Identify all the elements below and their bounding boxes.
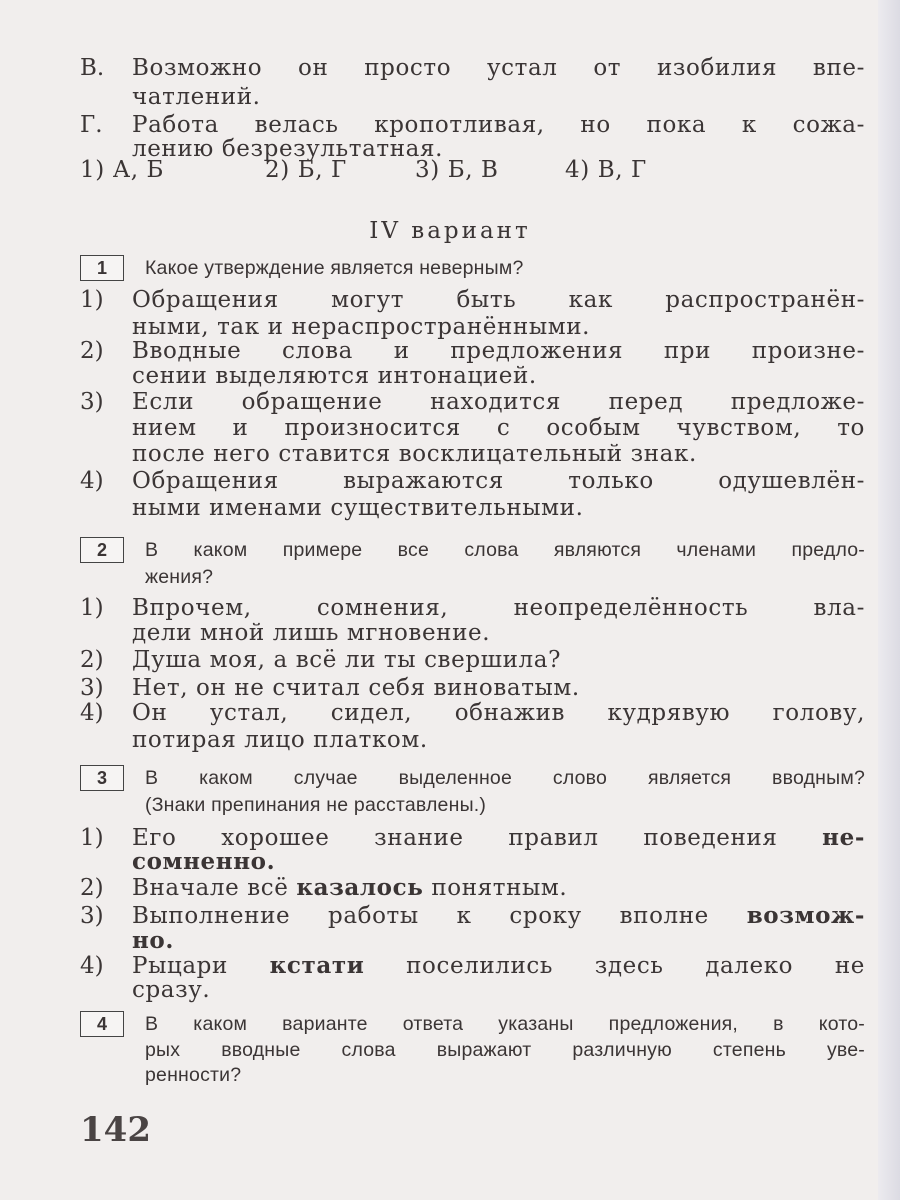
option-text-line [132, 902, 865, 930]
option-text-line: нием и произносится с особым чувством, то [132, 415, 865, 441]
option-text-line: Вводные слова и предложения при произне- [132, 338, 865, 364]
text-segment: поселились здесь далеко не [364, 953, 865, 979]
option-label: 3) [80, 675, 104, 701]
highlighted-word: кстати [269, 952, 365, 979]
option-text-line: потирая лицо платком. [132, 727, 428, 753]
option-text-line: сении выделяются интонацией. [132, 363, 537, 389]
option-text-line: лению безрезультатная. [132, 136, 443, 162]
option-label: 3) [80, 903, 104, 929]
answer-choice: 3) Б, В [415, 157, 499, 183]
highlighted-word: казалось [296, 874, 424, 901]
option-text-line [132, 976, 865, 1004]
option-label: 2) [80, 647, 104, 673]
text-segment: Выполнение работы к сроку вполне [132, 903, 747, 929]
task-number-box: 1 [80, 255, 124, 281]
option-text-line: ными именами существительными. [132, 495, 584, 521]
option-label: 4) [80, 700, 104, 726]
answer-choice: 1) А, Б [80, 157, 165, 183]
option-label: 2) [80, 338, 104, 364]
option-label: 1) [80, 825, 104, 851]
task-number-box: 2 [80, 537, 124, 563]
task-question-line: Какое утверждение является неверным? [145, 257, 524, 279]
task-question-line: В каком варианте ответа указаны предложения, в кото- [145, 1013, 865, 1035]
option-label: 1) [80, 595, 104, 621]
task-number-box: 4 [80, 1011, 124, 1037]
option-label: 2) [80, 875, 104, 901]
option-label: В. [80, 55, 105, 81]
answer-choice: 4) В, Г [565, 157, 647, 183]
option-text-line: после него ставится восклицательный знак. [132, 441, 697, 467]
option-text-line [132, 874, 865, 902]
option-label: 4) [80, 468, 104, 494]
answer-choice: 2) Б, Г [265, 157, 347, 183]
task-question-line: В каком случае выделенное слово является вводным? [145, 767, 865, 789]
task-question-line: жения? [145, 566, 214, 588]
task-number-box: 3 [80, 765, 124, 791]
option-text-line [132, 848, 865, 876]
option-text-line: Он устал, сидел, обнажив кудрявую голову, [132, 700, 865, 726]
variant-title: IV вариант [369, 218, 531, 244]
option-text-line: Нет, он не считал себя виноватым. [132, 675, 580, 701]
page-number: 142 [80, 1110, 151, 1150]
task-question-line: рых вводные слова выражают различную степень уве- [145, 1039, 865, 1061]
highlighted-word: не- [822, 824, 865, 851]
text-segment: Его хорошее знание правил поведения [132, 825, 823, 851]
option-text-line: Душа моя, а всё ли ты свершила? [132, 647, 562, 673]
option-text-line: Впрочем, сомнения, неопределённость вла- [132, 595, 865, 621]
highlighted-word: возмож- [746, 902, 865, 929]
text-segment: понятным. [423, 875, 568, 901]
option-text-line [132, 927, 865, 955]
task-question-line: (Знаки препинания не расставлены.) [145, 794, 487, 816]
option-text-line: Если обращение находится перед предложе- [132, 389, 865, 415]
option-text-line: Возможно он просто устал от изобилия впе- [132, 55, 865, 81]
text-segment: Вначале всё [132, 875, 297, 901]
option-text-line: Обращения могут быть как распространён- [132, 287, 865, 313]
highlighted-word: сомненно. [132, 848, 276, 875]
option-text-line: ными, так и нераспространёнными. [132, 314, 591, 340]
option-text-line: дели мной лишь мгновение. [132, 620, 491, 646]
text-segment: Рыцари [132, 953, 270, 979]
option-label: Г. [80, 112, 103, 138]
text-segment: сразу. [132, 977, 211, 1003]
task-question-line: В каком примере все слова являются членами предло- [145, 539, 865, 561]
option-text-line: Обращения выражаются только одушевлён- [132, 468, 865, 494]
option-label: 3) [80, 389, 104, 415]
task-question-line: ренности? [145, 1064, 242, 1086]
option-label: 4) [80, 953, 104, 979]
page-edge-shadow [878, 0, 900, 1200]
option-label: 1) [80, 287, 104, 313]
highlighted-word: но. [132, 927, 174, 954]
option-text-line: чатлений. [132, 84, 261, 110]
option-text-line: Работа велась кропотливая, но пока к сожа- [132, 112, 865, 138]
